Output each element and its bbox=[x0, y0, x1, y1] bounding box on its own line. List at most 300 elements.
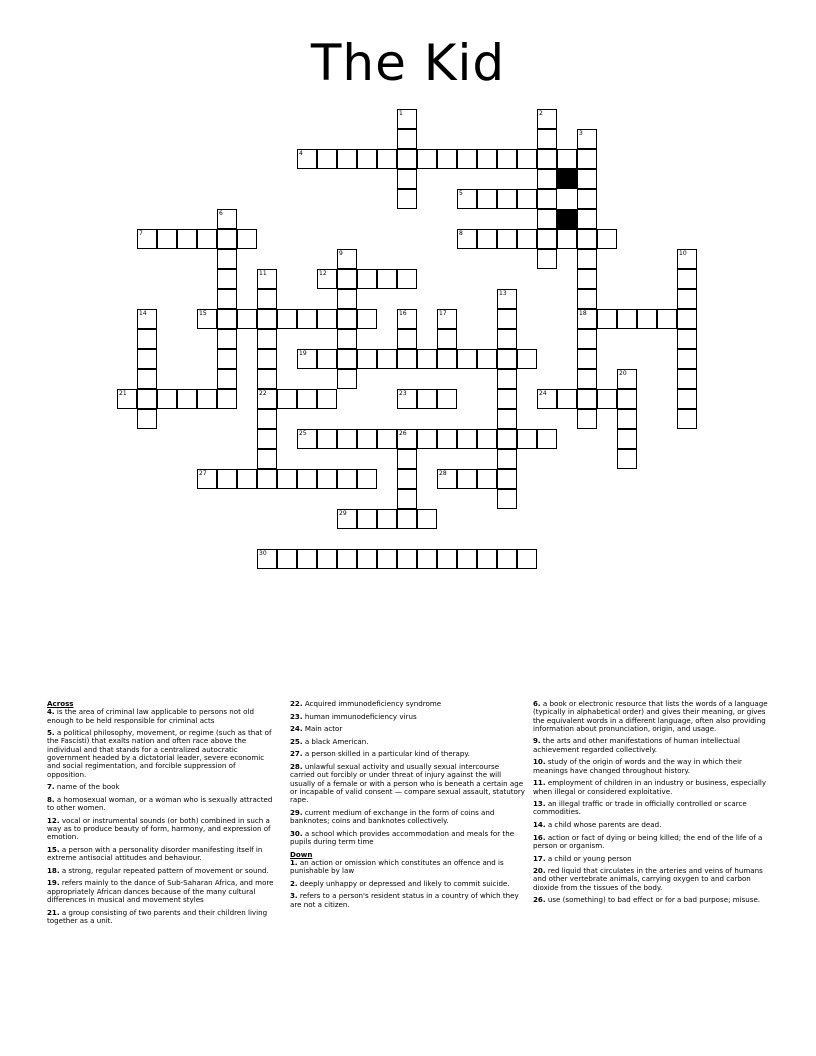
grid-cell[interactable] bbox=[397, 189, 417, 209]
grid-cell[interactable] bbox=[317, 309, 337, 329]
grid-cell[interactable] bbox=[297, 469, 317, 489]
grid-cell[interactable] bbox=[317, 389, 337, 409]
grid-cell[interactable] bbox=[617, 429, 637, 449]
down-clue bbox=[533, 700, 773, 733]
grid-cell[interactable] bbox=[437, 429, 457, 449]
clue-number-label: 2 bbox=[539, 110, 543, 117]
across-clue bbox=[290, 750, 526, 758]
grid-cell[interactable] bbox=[517, 149, 537, 169]
grid-cell[interactable] bbox=[337, 429, 357, 449]
grid-cell[interactable] bbox=[157, 229, 177, 249]
clue-text: a child whose parents are dead. bbox=[545, 820, 662, 830]
across-header: Across bbox=[47, 699, 74, 708]
grid-cell[interactable] bbox=[517, 349, 537, 369]
grid-cell[interactable] bbox=[477, 549, 497, 569]
clue-number: 11. bbox=[533, 778, 546, 788]
grid-cell[interactable] bbox=[217, 469, 237, 489]
grid-cell[interactable] bbox=[497, 469, 517, 489]
clue-number: 10. bbox=[533, 757, 546, 767]
grid-cell[interactable] bbox=[377, 509, 397, 529]
grid-cell[interactable] bbox=[577, 289, 597, 309]
grid-cell[interactable] bbox=[257, 329, 277, 349]
grid-cell[interactable] bbox=[357, 349, 377, 369]
grid-cell[interactable] bbox=[137, 329, 157, 349]
clue-number-label: 12 bbox=[319, 270, 327, 277]
clue-text: study of the origin of words and the way in which their meanings have changed throughout history. bbox=[533, 757, 742, 775]
down-clue bbox=[533, 821, 773, 829]
grid-cell[interactable] bbox=[617, 449, 637, 469]
down-list-b bbox=[533, 700, 773, 905]
grid-cell[interactable] bbox=[457, 349, 477, 369]
grid-cell[interactable] bbox=[237, 469, 257, 489]
grid-cell[interactable] bbox=[217, 269, 237, 289]
grid-cell[interactable] bbox=[537, 129, 557, 149]
clue-number: 17. bbox=[533, 853, 546, 863]
grid-cell[interactable] bbox=[597, 229, 617, 249]
clue-text: deeply unhappy or depressed and likely to commit suicide. bbox=[297, 878, 510, 888]
grid-cell[interactable] bbox=[257, 409, 277, 429]
grid-cell[interactable] bbox=[497, 309, 517, 329]
grid-cell[interactable] bbox=[217, 329, 237, 349]
clue-number: 5. bbox=[47, 728, 55, 738]
grid-cell[interactable] bbox=[577, 249, 597, 269]
clue-number: 27. bbox=[290, 749, 303, 759]
grid-cell[interactable] bbox=[497, 449, 517, 469]
grid-cell[interactable] bbox=[357, 469, 377, 489]
grid-cell[interactable] bbox=[397, 549, 417, 569]
across-clue bbox=[47, 879, 275, 904]
clue-text: an action or omission which constitutes an offence and is punishable by law bbox=[290, 857, 504, 876]
grid-cell[interactable] bbox=[497, 549, 517, 569]
clue-text: refers to a person's resident status in a country of which they are not a citizen. bbox=[290, 891, 519, 909]
grid-cell[interactable] bbox=[397, 349, 417, 369]
grid-cell[interactable] bbox=[617, 389, 637, 409]
grid-cell[interactable] bbox=[257, 369, 277, 389]
grid-cell[interactable] bbox=[497, 229, 517, 249]
clue-number-label: 20 bbox=[619, 370, 627, 377]
clue-number: 25. bbox=[290, 736, 303, 746]
grid-cell[interactable] bbox=[337, 549, 357, 569]
grid-cell[interactable] bbox=[257, 429, 277, 449]
grid-cell[interactable] bbox=[677, 269, 697, 289]
grid-cell[interactable] bbox=[577, 149, 597, 169]
clue-number-label: 19 bbox=[299, 350, 307, 357]
grid-cell[interactable] bbox=[557, 389, 577, 409]
clue-text: an illegal traffic or trade in officially controlled or scarce commodities. bbox=[533, 799, 747, 817]
down-list-a bbox=[290, 859, 526, 909]
grid-cell[interactable] bbox=[357, 309, 377, 329]
clue-text: unlawful sexual activity and usually sexual intercourse carried out forcibly or under threat of injury against the will usually of a female or with a person who is beneath a certain age or incapable of valid consent — compare sexual assault, statutory rape. bbox=[290, 761, 525, 805]
down-clue bbox=[533, 896, 773, 904]
grid-cell[interactable] bbox=[677, 369, 697, 389]
clue-number: 22. bbox=[290, 699, 303, 708]
clue-text: Main actor bbox=[302, 724, 343, 734]
grid-cell[interactable] bbox=[257, 449, 277, 469]
across-clue bbox=[290, 809, 526, 826]
down-clue bbox=[533, 834, 773, 851]
down-clue bbox=[533, 800, 773, 817]
grid-cell[interactable] bbox=[357, 149, 377, 169]
grid-cell[interactable] bbox=[377, 349, 397, 369]
across-clue bbox=[290, 830, 526, 847]
across-clue bbox=[47, 783, 275, 791]
grid-cell[interactable] bbox=[377, 269, 397, 289]
grid-cell[interactable] bbox=[377, 149, 397, 169]
clue-number: 20. bbox=[533, 866, 546, 876]
clue-text: a school which provides accommodation and meals for the pupils during term time bbox=[290, 828, 515, 846]
clue-number-label: 15 bbox=[199, 310, 207, 317]
clue-number-label: 3 bbox=[579, 130, 583, 137]
grid-cell[interactable] bbox=[397, 149, 417, 169]
across-clue bbox=[47, 909, 275, 926]
grid-cell[interactable] bbox=[397, 449, 417, 469]
grid-cell[interactable] bbox=[517, 549, 537, 569]
grid-cell[interactable] bbox=[557, 229, 577, 249]
clue-text: a black American. bbox=[302, 736, 369, 746]
grid-cell[interactable] bbox=[577, 329, 597, 349]
grid-cell[interactable] bbox=[397, 489, 417, 509]
grid-cell[interactable] bbox=[577, 189, 597, 209]
grid-cell[interactable] bbox=[137, 409, 157, 429]
clue-number: 28. bbox=[290, 761, 303, 771]
clue-text: the arts and other manifestations of human intellectual achievement regarded collectively. bbox=[533, 736, 740, 754]
grid-cell[interactable] bbox=[217, 309, 237, 329]
grid-cell[interactable] bbox=[397, 329, 417, 349]
clue-number-label: 28 bbox=[439, 470, 447, 477]
clue-number-label: 22 bbox=[259, 390, 267, 397]
clue-number-label: 9 bbox=[339, 250, 343, 257]
grid-cell[interactable] bbox=[577, 389, 597, 409]
grid-cell[interactable] bbox=[437, 549, 457, 569]
clue-text: a strong, regular repeated pattern of movement or sound. bbox=[59, 865, 269, 875]
across-clue bbox=[47, 846, 275, 863]
clue-text: a homosexual woman, or a woman who is sexually attracted to other women. bbox=[47, 794, 273, 813]
grid-cell[interactable] bbox=[357, 429, 377, 449]
clue-number: 7. bbox=[47, 782, 55, 792]
clue-number: 16. bbox=[533, 832, 546, 842]
clue-number: 2. bbox=[290, 878, 298, 888]
clue-number: 4. bbox=[47, 707, 55, 717]
grid-cell[interactable] bbox=[677, 309, 697, 329]
grid-cell[interactable] bbox=[337, 269, 357, 289]
across-clue bbox=[290, 700, 526, 708]
clue-number: 12. bbox=[47, 815, 60, 825]
down-clue bbox=[533, 737, 773, 754]
grid-cell[interactable] bbox=[237, 309, 257, 329]
grid-cell[interactable] bbox=[417, 429, 437, 449]
grid-cell[interactable] bbox=[457, 549, 477, 569]
across-clue bbox=[47, 729, 275, 779]
clue-text: is the area of criminal law applicable to persons not old enough to be held responsible for criminal acts bbox=[47, 707, 254, 725]
blocked-cell bbox=[557, 209, 577, 229]
clue-text: a book or electronic resource that lists the words of a language (typically in alphabetical order) and gives their meaning, or gives the equivalent words in a different language, often also providing information about pronunciation, origin, and usage. bbox=[533, 699, 768, 733]
grid-cell[interactable] bbox=[477, 469, 497, 489]
clue-number-label: 23 bbox=[399, 390, 407, 397]
grid-cell[interactable] bbox=[157, 389, 177, 409]
clue-number: 13. bbox=[533, 799, 546, 809]
grid-cell[interactable] bbox=[577, 169, 597, 189]
grid-cell[interactable] bbox=[257, 289, 277, 309]
grid-cell[interactable] bbox=[437, 149, 457, 169]
grid-cell[interactable] bbox=[577, 409, 597, 429]
grid-cell[interactable] bbox=[417, 549, 437, 569]
grid-cell[interactable] bbox=[377, 549, 397, 569]
grid-cell[interactable] bbox=[357, 509, 377, 529]
grid-cell[interactable] bbox=[437, 329, 457, 349]
grid-cell[interactable] bbox=[537, 249, 557, 269]
grid-cell[interactable] bbox=[237, 229, 257, 249]
grid-cell[interactable] bbox=[217, 349, 237, 369]
down-clue bbox=[533, 855, 773, 863]
grid-cell[interactable] bbox=[537, 209, 557, 229]
grid-cell[interactable] bbox=[217, 289, 237, 309]
clue-number: 6. bbox=[533, 699, 541, 708]
clue-number-label: 27 bbox=[199, 470, 207, 477]
grid-cell[interactable] bbox=[217, 389, 237, 409]
grid-cell[interactable] bbox=[357, 549, 377, 569]
clue-number-label: 26 bbox=[399, 430, 407, 437]
grid-cell[interactable] bbox=[577, 269, 597, 289]
grid-cell[interactable] bbox=[537, 149, 557, 169]
clue-number: 14. bbox=[533, 820, 546, 830]
clue-number: 9. bbox=[533, 736, 541, 746]
across-clue bbox=[47, 867, 275, 875]
clue-number-label: 7 bbox=[139, 230, 143, 237]
blocked-cell bbox=[557, 169, 577, 189]
grid-cell[interactable] bbox=[677, 329, 697, 349]
clue-number: 1. bbox=[290, 857, 298, 867]
clue-number: 19. bbox=[47, 878, 60, 888]
grid-cell[interactable] bbox=[657, 309, 677, 329]
grid-cell[interactable] bbox=[537, 169, 557, 189]
clue-column-1 bbox=[47, 700, 275, 930]
grid-cell[interactable] bbox=[577, 209, 597, 229]
grid-cell[interactable] bbox=[517, 429, 537, 449]
clue-text: a group consisting of two parents and their children living together as a unit. bbox=[47, 907, 268, 925]
grid-cell[interactable] bbox=[417, 389, 437, 409]
grid-cell[interactable] bbox=[137, 389, 157, 409]
grid-cell[interactable] bbox=[337, 289, 357, 309]
grid-cell[interactable] bbox=[677, 409, 697, 429]
grid-cell[interactable] bbox=[457, 469, 477, 489]
grid-cell[interactable] bbox=[617, 309, 637, 329]
clue-number-label: 4 bbox=[299, 150, 303, 157]
grid-cell[interactable] bbox=[557, 149, 577, 169]
clue-number: 21. bbox=[47, 907, 60, 917]
grid-cell[interactable] bbox=[477, 349, 497, 369]
grid-cell[interactable] bbox=[397, 129, 417, 149]
clue-number: 23. bbox=[290, 711, 303, 721]
grid-cell[interactable] bbox=[217, 229, 237, 249]
clue-text: a person with a personality disorder manifesting itself in extreme antisocial attitudes and behaviour. bbox=[47, 844, 263, 863]
grid-cell[interactable] bbox=[277, 309, 297, 329]
grid-cell[interactable] bbox=[577, 229, 597, 249]
grid-cell[interactable] bbox=[577, 349, 597, 369]
grid-cell[interactable] bbox=[277, 549, 297, 569]
clue-text: current medium of exchange in the form of coins and banknotes; coins and banknotes collectively. bbox=[290, 807, 495, 826]
grid-cell[interactable] bbox=[317, 469, 337, 489]
grid-cell[interactable] bbox=[317, 349, 337, 369]
grid-cell[interactable] bbox=[497, 349, 517, 369]
across-clue bbox=[290, 713, 526, 721]
across-clue bbox=[290, 763, 526, 804]
grid-cell[interactable] bbox=[477, 189, 497, 209]
grid-cell[interactable] bbox=[397, 269, 417, 289]
clue-number-label: 11 bbox=[259, 270, 267, 277]
grid-cell[interactable] bbox=[497, 389, 517, 409]
grid-cell[interactable] bbox=[677, 389, 697, 409]
grid-cell[interactable] bbox=[677, 349, 697, 369]
clue-number-label: 25 bbox=[299, 430, 307, 437]
grid-cell[interactable] bbox=[397, 469, 417, 489]
clue-number-label: 5 bbox=[459, 190, 463, 197]
grid-cell[interactable] bbox=[337, 309, 357, 329]
grid-cell[interactable] bbox=[337, 349, 357, 369]
clue-text: action or fact of dying or being killed; the end of the life of a person or organism. bbox=[533, 832, 763, 850]
grid-cell[interactable] bbox=[177, 229, 197, 249]
grid-cell[interactable] bbox=[497, 409, 517, 429]
clue-text: name of the book bbox=[54, 782, 120, 792]
grid-cell[interactable] bbox=[457, 429, 477, 449]
clue-number-label: 1 bbox=[399, 110, 403, 117]
grid-cell[interactable] bbox=[497, 149, 517, 169]
grid-cell[interactable] bbox=[217, 249, 237, 269]
grid-cell[interactable] bbox=[297, 389, 317, 409]
down-clue bbox=[290, 892, 526, 909]
grid-cell[interactable] bbox=[537, 229, 557, 249]
clue-number-label: 10 bbox=[679, 250, 687, 257]
puzzle-title: The Kid bbox=[310, 34, 506, 92]
clue-text: human immunodeficiency virus bbox=[302, 711, 417, 721]
grid-cell[interactable] bbox=[497, 189, 517, 209]
grid-cell[interactable] bbox=[197, 389, 217, 409]
down-clue bbox=[533, 779, 773, 796]
clue-number-label: 24 bbox=[539, 390, 547, 397]
grid-cell[interactable] bbox=[397, 169, 417, 189]
clue-number-label: 29 bbox=[339, 510, 347, 517]
clue-column-2 bbox=[290, 700, 526, 913]
clue-text: Acquired immunodeficiency syndrome bbox=[302, 699, 442, 708]
grid-cell[interactable] bbox=[537, 429, 557, 449]
grid-cell[interactable] bbox=[497, 429, 517, 449]
grid-cell[interactable] bbox=[217, 369, 237, 389]
grid-cell[interactable] bbox=[357, 269, 377, 289]
clue-text: red liquid that circulates in the arteries and veins of humans and other vertebrate animals, carrying oxygen to and carbon dioxide from the tissues of the body. bbox=[533, 866, 763, 892]
grid-cell[interactable] bbox=[497, 489, 517, 509]
grid-cell[interactable] bbox=[137, 349, 157, 369]
clue-number: 8. bbox=[47, 794, 55, 804]
grid-cell[interactable] bbox=[517, 229, 537, 249]
grid-cell[interactable] bbox=[437, 389, 457, 409]
grid-cell[interactable] bbox=[337, 329, 357, 349]
grid-cell[interactable] bbox=[177, 389, 197, 409]
down-clue bbox=[290, 859, 526, 876]
grid-cell[interactable] bbox=[417, 509, 437, 529]
grid-cell[interactable] bbox=[297, 309, 317, 329]
grid-cell[interactable] bbox=[617, 409, 637, 429]
grid-cell[interactable] bbox=[377, 429, 397, 449]
across-clue bbox=[290, 738, 526, 746]
grid-cell[interactable] bbox=[297, 549, 317, 569]
grid-cell[interactable] bbox=[677, 289, 697, 309]
grid-cell[interactable] bbox=[417, 349, 437, 369]
grid-cell[interactable] bbox=[197, 229, 217, 249]
grid-cell[interactable] bbox=[397, 509, 417, 529]
clue-text: employment of children in an industry or business, especially when illegal or considered exploitative. bbox=[533, 778, 767, 796]
grid-cell[interactable] bbox=[437, 349, 457, 369]
grid-cell[interactable] bbox=[277, 389, 297, 409]
down-clue bbox=[533, 758, 773, 775]
grid-cell[interactable] bbox=[337, 149, 357, 169]
down-clue bbox=[290, 880, 526, 888]
grid-cell[interactable] bbox=[597, 389, 617, 409]
grid-cell[interactable] bbox=[537, 189, 557, 209]
grid-cell[interactable] bbox=[317, 149, 337, 169]
clue-text: use (something) to bad effect or for a bad purpose; misuse. bbox=[545, 895, 761, 905]
clue-column-3 bbox=[533, 700, 773, 909]
grid-cell[interactable] bbox=[317, 429, 337, 449]
grid-cell[interactable] bbox=[497, 369, 517, 389]
grid-cell[interactable] bbox=[517, 189, 537, 209]
across-clue bbox=[290, 725, 526, 733]
clue-number: 30. bbox=[290, 828, 303, 838]
grid-cell[interactable] bbox=[337, 369, 357, 389]
clue-number-label: 14 bbox=[139, 310, 147, 317]
grid-cell[interactable] bbox=[317, 549, 337, 569]
grid-cell[interactable] bbox=[477, 149, 497, 169]
clue-number: 24. bbox=[290, 724, 303, 734]
grid-cell[interactable] bbox=[257, 349, 277, 369]
across-clue bbox=[47, 796, 275, 813]
clue-number-label: 6 bbox=[219, 210, 223, 217]
across-clue bbox=[47, 817, 275, 842]
clue-number-label: 30 bbox=[259, 550, 267, 557]
grid-cell[interactable] bbox=[597, 309, 617, 329]
clue-text: a political philosophy, movement, or regime (such as that of the Fascisti) that exalts nation and often race above the individual and that stands for a centralized autocratic government headed by a dictatorial leader, severe economic and social regimentation, and forcible suppression of opposition. bbox=[47, 728, 272, 779]
clue-number: 29. bbox=[290, 807, 303, 817]
grid-cell[interactable] bbox=[137, 369, 157, 389]
grid-cell[interactable] bbox=[637, 309, 657, 329]
clue-number-label: 8 bbox=[459, 230, 463, 237]
grid-cell[interactable] bbox=[577, 369, 597, 389]
clue-text: vocal or instrumental sounds (or both) combined in such a way as to produce beauty of form, harmony, and expression of emotion. bbox=[47, 815, 271, 842]
clue-number: 3. bbox=[290, 891, 298, 901]
down-clue bbox=[533, 867, 773, 892]
clue-text: a child or young person bbox=[545, 853, 632, 863]
grid-cell[interactable] bbox=[277, 469, 297, 489]
clue-number-label: 18 bbox=[579, 310, 587, 317]
clue-number: 26. bbox=[533, 895, 546, 905]
grid-cell[interactable] bbox=[257, 309, 277, 329]
across-list-a bbox=[47, 708, 275, 925]
clue-number-label: 13 bbox=[499, 290, 507, 297]
clue-text: a person skilled in a particular kind of therapy. bbox=[302, 749, 470, 759]
across-list-b bbox=[290, 700, 526, 846]
clue-number-label: 16 bbox=[399, 310, 407, 317]
clue-number-label: 21 bbox=[119, 390, 127, 397]
grid-cell[interactable] bbox=[457, 149, 477, 169]
grid-cell[interactable] bbox=[497, 329, 517, 349]
clue-number-label: 17 bbox=[439, 310, 447, 317]
grid-cell[interactable] bbox=[257, 469, 277, 489]
grid-cell[interactable] bbox=[477, 229, 497, 249]
grid-cell[interactable] bbox=[337, 469, 357, 489]
grid-cell[interactable] bbox=[417, 149, 437, 169]
grid-cell[interactable] bbox=[477, 429, 497, 449]
clue-text: refers mainly to the dance of Sub-Saharan Africa, and more appropriately African dances because of the many cultural differences in musical and movement styles bbox=[47, 878, 274, 905]
clue-number: 18. bbox=[47, 865, 60, 875]
across-clue bbox=[47, 708, 275, 725]
